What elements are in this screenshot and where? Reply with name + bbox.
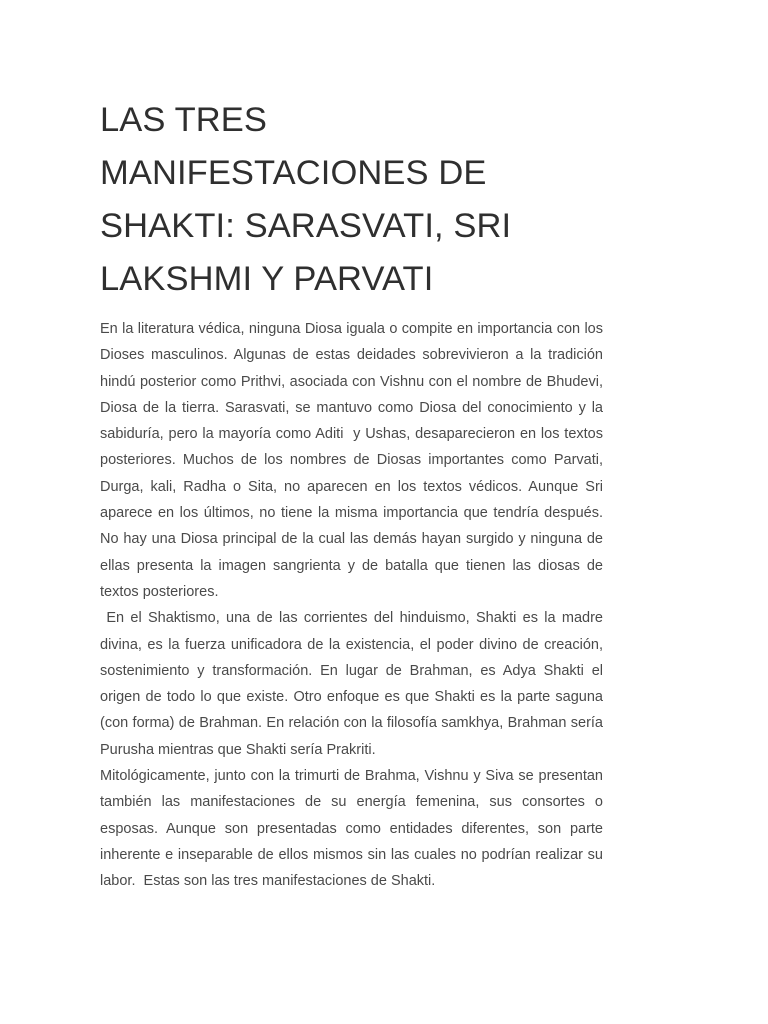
paragraph-mitologicamente: Mitológicamente, junto con la trimurti de Brahma, Vishnu y Siva se presentan también las manifestaciones de su energía femenina, sus consortes o esposas. Aunque son presentadas como entidades diferentes, son parte inherente e inseparable de ellos mismos sin las cuales no podrían realizar su labor. Estas son las tres manifestaciones de Shakti. <box>100 768 608 890</box>
paragraph-vedic-literature: En la literatura védica, ninguna Diosa iguala o compite en importancia con los Dioses masculinos. Algunas de estas deidades sobrevivieron a la tradición hindú posterior como Prithvi, asociada con Vishnu con el nombre de Bhudevi, Diosa de la tierra. Sarasvati, se mantuvo como Diosa del conocimiento y la sabiduría, pero la mayoría como Aditi y Ushas, desaparecieron en los textos posteriores. Muchos de los nombres de Diosas importantes como Parvati, Durga, kali, Radha o Sita, no aparecen en los textos védicos. Aunque Sri aparece en los últimos, no tiene la misma importancia que tendría después. No hay una Diosa principal de la cual las demás hayan surgido y ninguna de ellas presenta la imagen sangrienta y de batalla que tienen las diosas de textos posteriores. <box>100 321 612 600</box>
paragraph-shaktismo: En el Shaktismo, una de las corrientes del hinduismo, Shakti es la madre divina, es la fuerza unificadora de la existencia, el poder divino de creación, sostenimiento y transformación. En lugar de Brahman, es Adya Shakti el origen de todo lo que existe. Otro enfoque es que Shakti es la parte saguna (con forma) de Brahman. En relación con la filosofía samkhya, Brahman sería Purusha mientras que Shakti sería Prakriti. <box>100 610 608 758</box>
document-page <box>100 94 612 895</box>
document-body <box>100 316 612 895</box>
document-title: LAS TRES MANIFESTACIONES DE SHAKTI: SARASVATI, SRI LAKSHMI Y PARVATI <box>100 101 512 298</box>
